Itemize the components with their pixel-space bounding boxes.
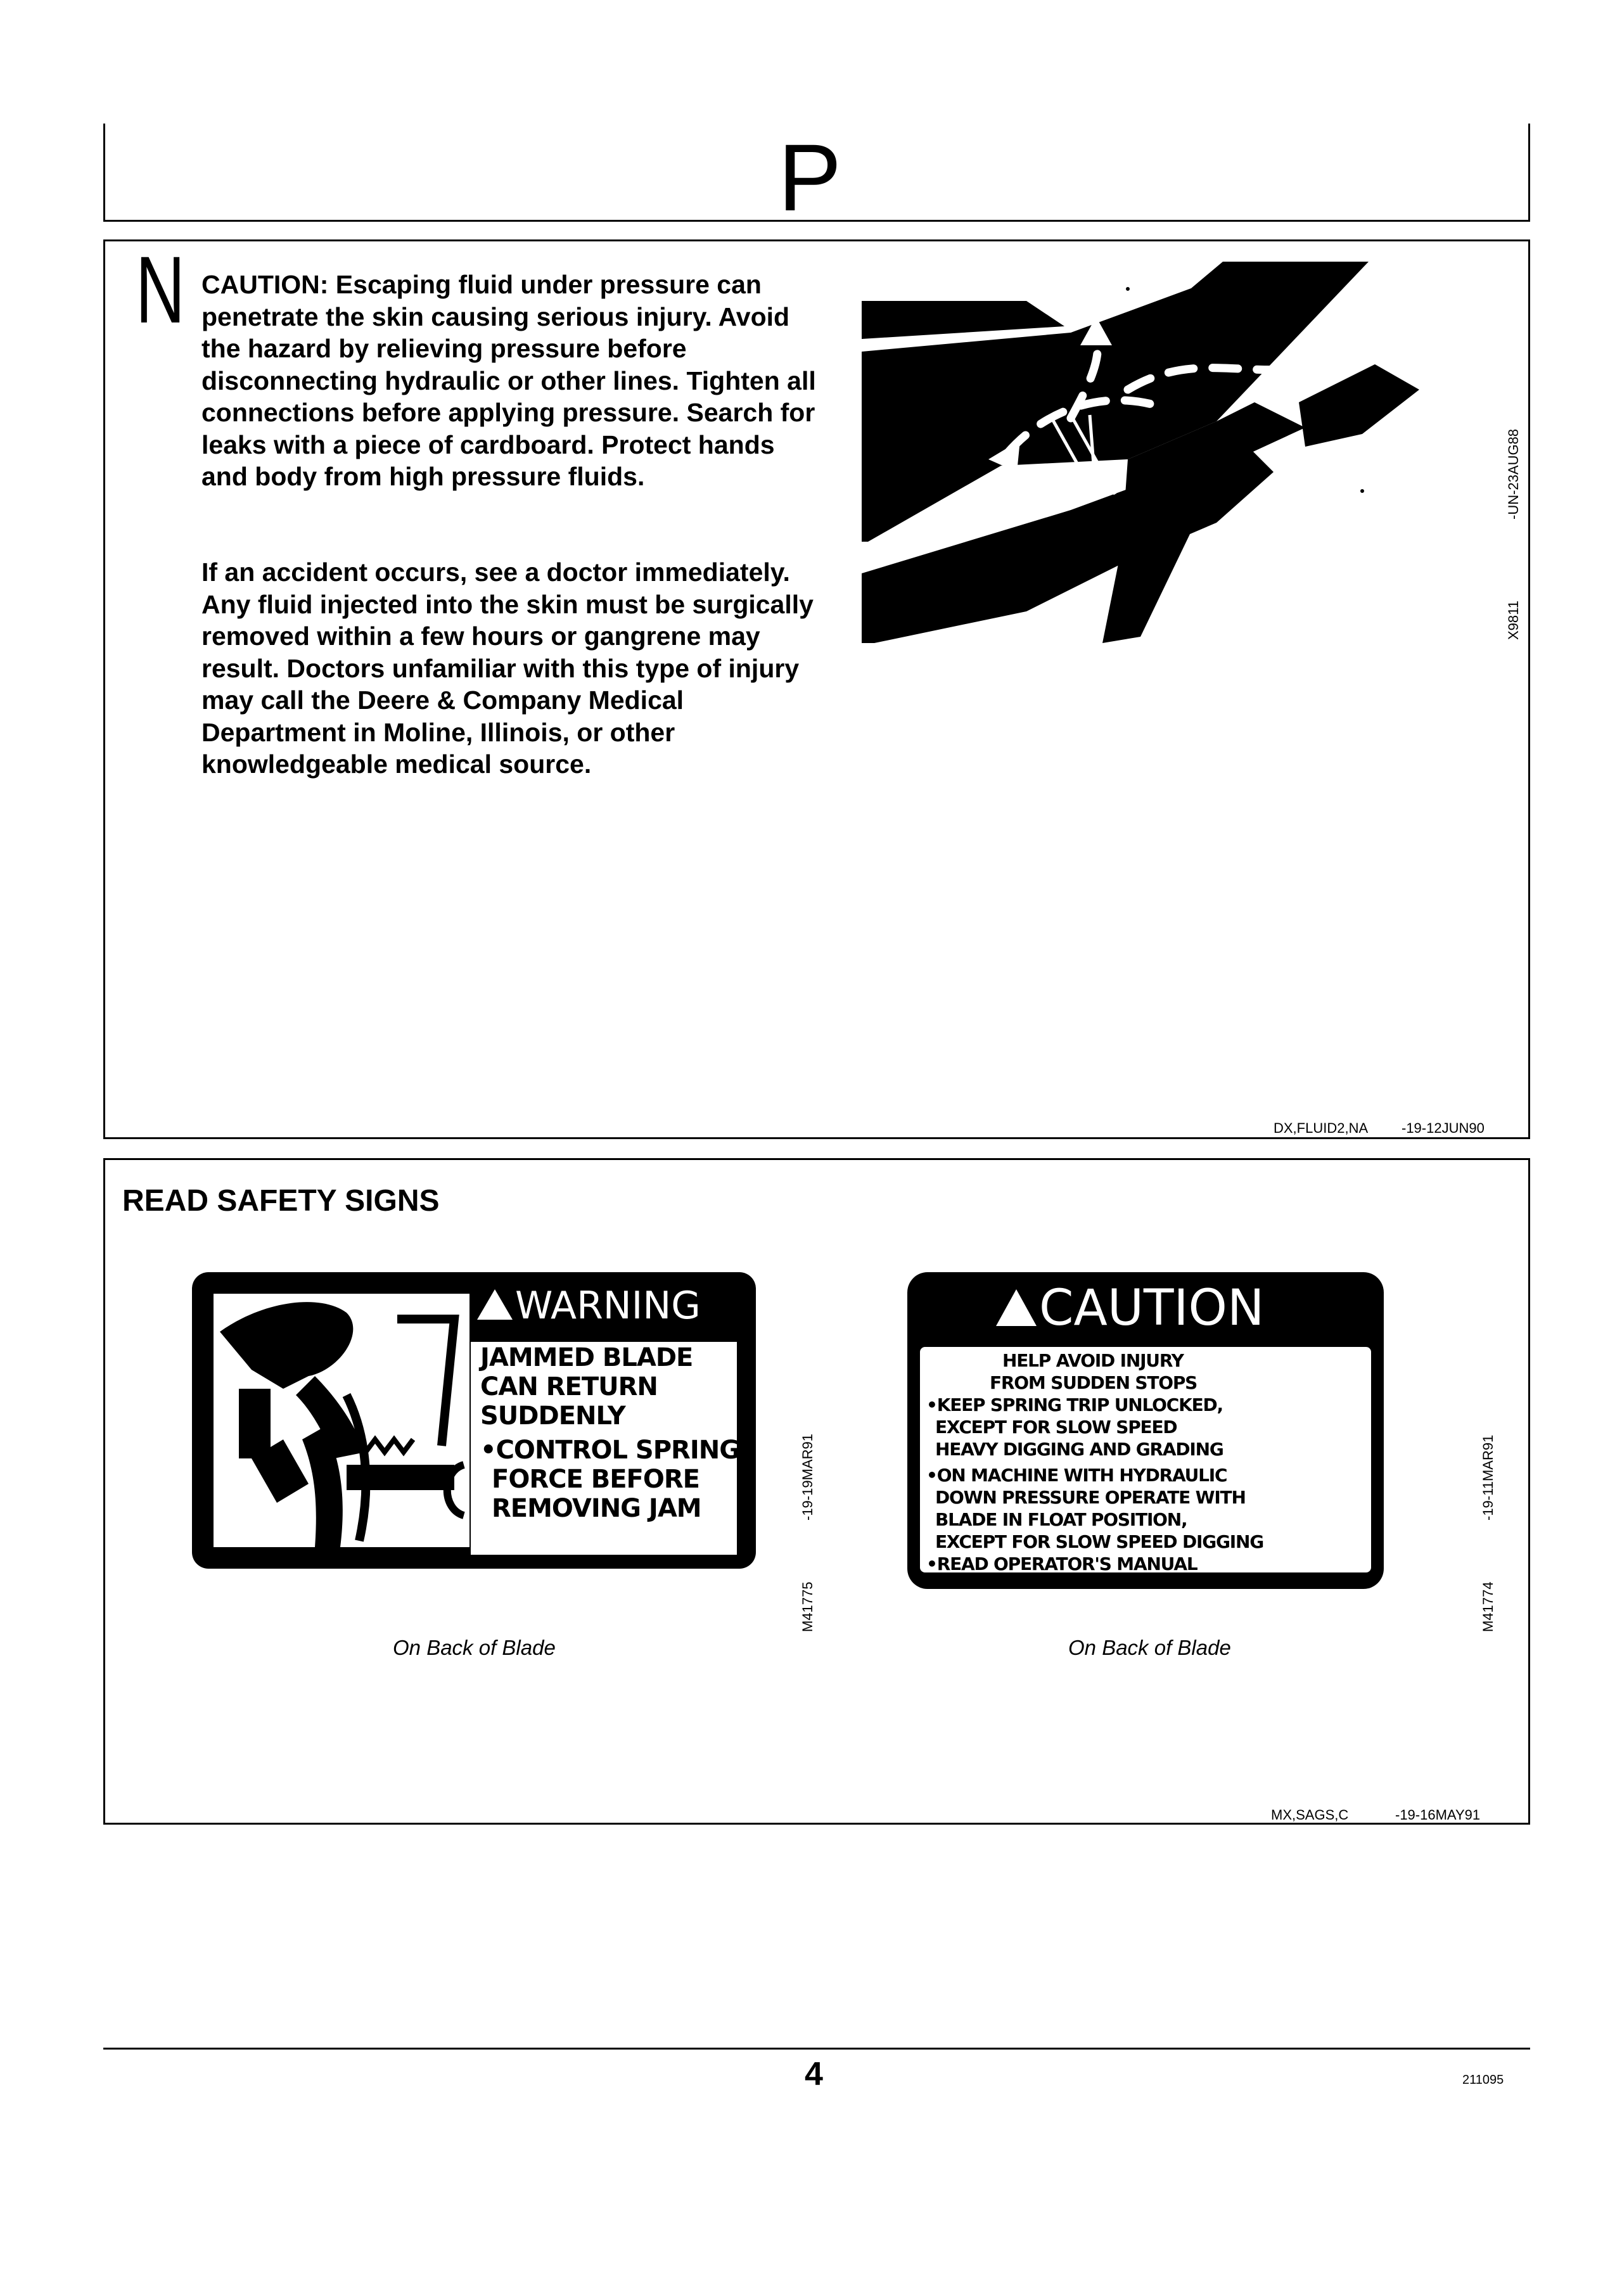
warning-line-2: CAN RETURN	[480, 1372, 658, 1401]
caution-footer-ref: DX,FLUID2,NA	[1274, 1120, 1369, 1136]
page-code: 211095	[1462, 2073, 1504, 2087]
header-letter: P	[778, 124, 842, 231]
section-marker: N	[136, 236, 185, 343]
fluid-injection-illustration	[862, 257, 1438, 643]
caution-paragraph-1: CAUTION: Escaping fluid under pressure can penetrate the skin causing serious injury. Avoid the hazard by relieving pressure before disconnecting hydraulic or other lines. Tighten all connections before applying pressure. Search for leaks with a piece of cardboard. Protect hands and body from high pressure fluids.	[201, 270, 816, 491]
warning-line-6: REMOVING JAM	[492, 1494, 701, 1523]
caution-paragraph-2: If an accident occurs, see a doctor immediately. Any fluid injected into the skin must be surgically removed within a few hours or gangrene may result. Doctors unfamiliar with this type of injury may call the Deere & Company Medical Department in Moline, Illinois, or other knowledgeable medical source.	[201, 558, 814, 779]
caution-sign-caption: On Back of Blade	[1068, 1636, 1231, 1659]
warning-sign	[192, 1272, 756, 1569]
warning-line-4: •CONTROL SPRING	[480, 1436, 740, 1465]
caution-line-6: •ON MACHINE WITH HYDRAULIC	[926, 1465, 1227, 1486]
figure-id-m41774: M41774	[1480, 1581, 1496, 1632]
caution-footer-date: -19-12JUN90	[1402, 1120, 1485, 1136]
warning-line-1: JAMMED BLADE	[480, 1343, 693, 1372]
section-title: READ SAFETY SIGNS	[122, 1184, 440, 1218]
caution-line-8: BLADE IN FLOAT POSITION,	[935, 1509, 1187, 1530]
caution-line-3: •KEEP SPRING TRIP UNLOCKED,	[926, 1394, 1223, 1415]
caution-sign	[907, 1272, 1384, 1589]
caution-heading: CAUTION	[996, 1280, 1264, 1337]
figure-id-x9811: X9811	[1505, 601, 1521, 640]
caution-line-7: DOWN PRESSURE OPERATE WITH	[935, 1487, 1246, 1508]
caution-line-4: EXCEPT FOR SLOW SPEED	[935, 1417, 1177, 1438]
warning-text-block	[480, 1343, 739, 1523]
caution-line-5: HEAVY DIGGING AND GRADING	[935, 1439, 1223, 1460]
figure-id-m41775: M41775	[800, 1581, 815, 1632]
figure-code-m41775: -19-19MAR91	[800, 1434, 815, 1521]
warning-sign-inner	[214, 1294, 469, 1547]
figure-code-m41774: -19-11MAR91	[1480, 1434, 1496, 1521]
safety-footer-date: -19-16MAY91	[1395, 1807, 1481, 1823]
warning-line-5: FORCE BEFORE	[492, 1465, 699, 1494]
caution-triangle-icon	[996, 1289, 1037, 1326]
warning-triangle-icon	[477, 1289, 513, 1320]
warning-line-3: SUDDENLY	[480, 1401, 625, 1431]
caution-line-2: FROM SUDDEN STOPS	[990, 1372, 1197, 1393]
caution-line-1: HELP AVOID INJURY	[1002, 1350, 1184, 1371]
caution-line-10: •READ OPERATOR'S MANUAL	[926, 1553, 1197, 1574]
jammed-blade-icon	[214, 1294, 469, 1547]
safety-footer-ref: MX,SAGS,C	[1271, 1807, 1349, 1823]
warning-heading: WARNING	[477, 1284, 701, 1328]
footer-rule	[103, 2048, 1530, 2050]
page-number: 4	[805, 2056, 823, 2093]
caution-text-block	[926, 1349, 1370, 1575]
warning-sign-caption: On Back of Blade	[393, 1636, 556, 1659]
caution-line-9: EXCEPT FOR SLOW SPEED DIGGING	[935, 1531, 1264, 1552]
figure-code-x9811: -UN-23AUG88	[1505, 428, 1521, 520]
